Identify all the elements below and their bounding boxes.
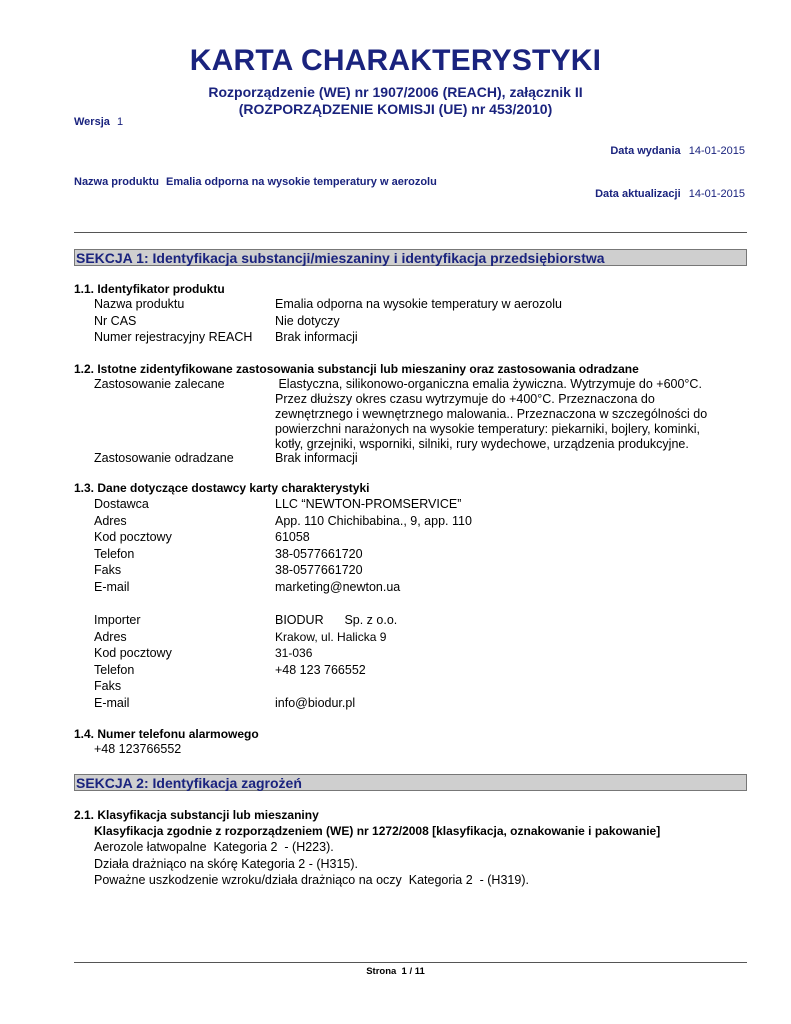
- importer-fax-key: Faks: [94, 679, 122, 693]
- product-name-key: Nazwa produktu: [94, 297, 185, 311]
- supplier-fax-key: Faks: [94, 563, 122, 577]
- product-name-val: Emalia odporna na wysokie temperatury w aerozolu: [275, 297, 562, 311]
- recommended-use-line: Elastyczna, silikonowo-organiczna emalia żywiczna. Wytrzymuje do +600°C.: [275, 377, 702, 391]
- supplier-key: Dostawca: [94, 497, 149, 511]
- importer-val: BIODUR Sp. z o.o.: [275, 613, 398, 627]
- recommended-use-line: zewnętrznego i wewnętrznego malowania.. Przeznaczona w szczególności do: [275, 407, 708, 421]
- version-label: Wersja: [74, 116, 110, 128]
- update-date-value: 14-01-2015: [688, 188, 745, 200]
- supplier-postcode-val: 61058: [275, 530, 310, 544]
- supplier-email-val: marketing@newton.ua: [275, 580, 401, 594]
- hazard-line: Aerozole łatwopalne Kategoria 2 - (H223).: [94, 840, 334, 854]
- importer-address-val: Krakow, ul. Halicka 9: [275, 630, 387, 644]
- supplier-val: LLC “NEWTON-PROMSERVICE”: [275, 497, 462, 511]
- importer-email-key: E-mail: [94, 696, 130, 710]
- version-value: 1: [116, 116, 124, 128]
- issue-date: [610, 145, 745, 157]
- recommended-use-line: powierzchni narażonych na wysokie temperatury: piekarniki, bojlery, kominki,: [275, 422, 700, 436]
- recommended-use-line: kotły, grzejniki, wsporniki, silniki, rury wydechowe, urządzenia produkcyjne.: [275, 437, 689, 451]
- importer-postcode-key: Kod pocztowy: [94, 646, 172, 660]
- update-date-label: Data aktualizacji: [595, 188, 681, 200]
- recommended-use-text: [275, 377, 755, 452]
- footer-divider: [74, 962, 747, 963]
- product-name-label: Nazwa produktu: [74, 176, 159, 188]
- section-1-heading: SEKCJA 1: Identyfikacja substancji/mieszaniny i identyfikacja przedsiębiorstwa: [74, 249, 747, 266]
- page-number: Strona 1 / 11: [366, 966, 425, 977]
- hazard-line: Działa drażniąco na skórę Kategoria 2 - (H315).: [94, 857, 359, 871]
- avoided-use-val: Brak informacji: [275, 451, 358, 465]
- document-title: KARTA CHARAKTERYSTYKI: [189, 44, 602, 77]
- regulation-subtitle: Rozporządzenie (WE) nr 1907/2006 (REACH), załącznik II: [208, 84, 583, 100]
- update-date: [595, 188, 745, 200]
- version: [74, 116, 123, 128]
- importer-phone-val: +48 123 766552: [275, 663, 366, 677]
- supplier-phone-key: Telefon: [94, 547, 135, 561]
- subsection-1-2-heading: 1.2. Istotne zidentyfikowane zastosowania substancji lub mieszaniny oraz zastosowania odradzane: [74, 362, 639, 376]
- emergency-phone: +48 123766552: [94, 742, 182, 756]
- supplier-address-val: App. 110 Chichibabina., 9, app. 110: [275, 514, 472, 528]
- importer-key: Importer: [94, 613, 141, 627]
- supplier-fax-val: 38-0577661720: [275, 563, 363, 577]
- issue-date-label: Data wydania: [610, 145, 681, 157]
- header-divider: [74, 232, 747, 233]
- supplier-address-key: Adres: [94, 514, 127, 528]
- supplier-email-key: E-mail: [94, 580, 130, 594]
- importer-postcode-val: 31-036: [275, 646, 313, 660]
- section-2-heading: SEKCJA 2: Identyfikacja zagrożeń: [74, 774, 747, 791]
- hazard-line: Poważne uszkodzenie wzroku/działa drażniąco na oczy Kategoria 2 - (H319).: [94, 873, 529, 887]
- recommended-use-key: Zastosowanie zalecane: [94, 377, 225, 391]
- reach-key: Numer rejestracyjny REACH: [94, 330, 253, 344]
- subsection-2-1-heading: 2.1. Klasyfikacja substancji lub mieszaniny: [74, 808, 319, 822]
- classification-heading: Klasyfikacja zgodnie z rozporządzeniem (WE) nr 1272/2008 [klasyfikacja, oznakowanie i pakowanie]: [94, 824, 661, 838]
- product-name-value: Emalia odporna na wysokie temperatury w aerozolu: [166, 176, 437, 188]
- issue-date-value: 14-01-2015: [688, 145, 745, 157]
- subsection-1-1-heading: 1.1. Identyfikator produktu: [74, 282, 225, 296]
- reach-val: Brak informacji: [275, 330, 358, 344]
- importer-email-val: info@biodur.pl: [275, 696, 356, 710]
- cas-key: Nr CAS: [94, 314, 137, 328]
- avoided-use-key: Zastosowanie odradzane: [94, 451, 234, 465]
- recommended-use-line: Przez dłuższy okres czasu wytrzymuje do +400°C. Przeznaczona do: [275, 392, 655, 406]
- subsection-1-4-heading: 1.4. Numer telefonu alarmowego: [74, 727, 259, 741]
- regulation-subtitle-2: (ROZPORZĄDZENIE KOMISJI (UE) nr 453/2010): [238, 101, 553, 117]
- subsection-1-3-heading: 1.3. Dane dotyczące dostawcy karty charakterystyki: [74, 481, 370, 495]
- importer-address-key: Adres: [94, 630, 127, 644]
- product-name: [74, 176, 437, 188]
- importer-phone-key: Telefon: [94, 663, 135, 677]
- cas-val: Nie dotyczy: [275, 314, 340, 328]
- supplier-phone-val: 38-0577661720: [275, 547, 363, 561]
- supplier-postcode-key: Kod pocztowy: [94, 530, 172, 544]
